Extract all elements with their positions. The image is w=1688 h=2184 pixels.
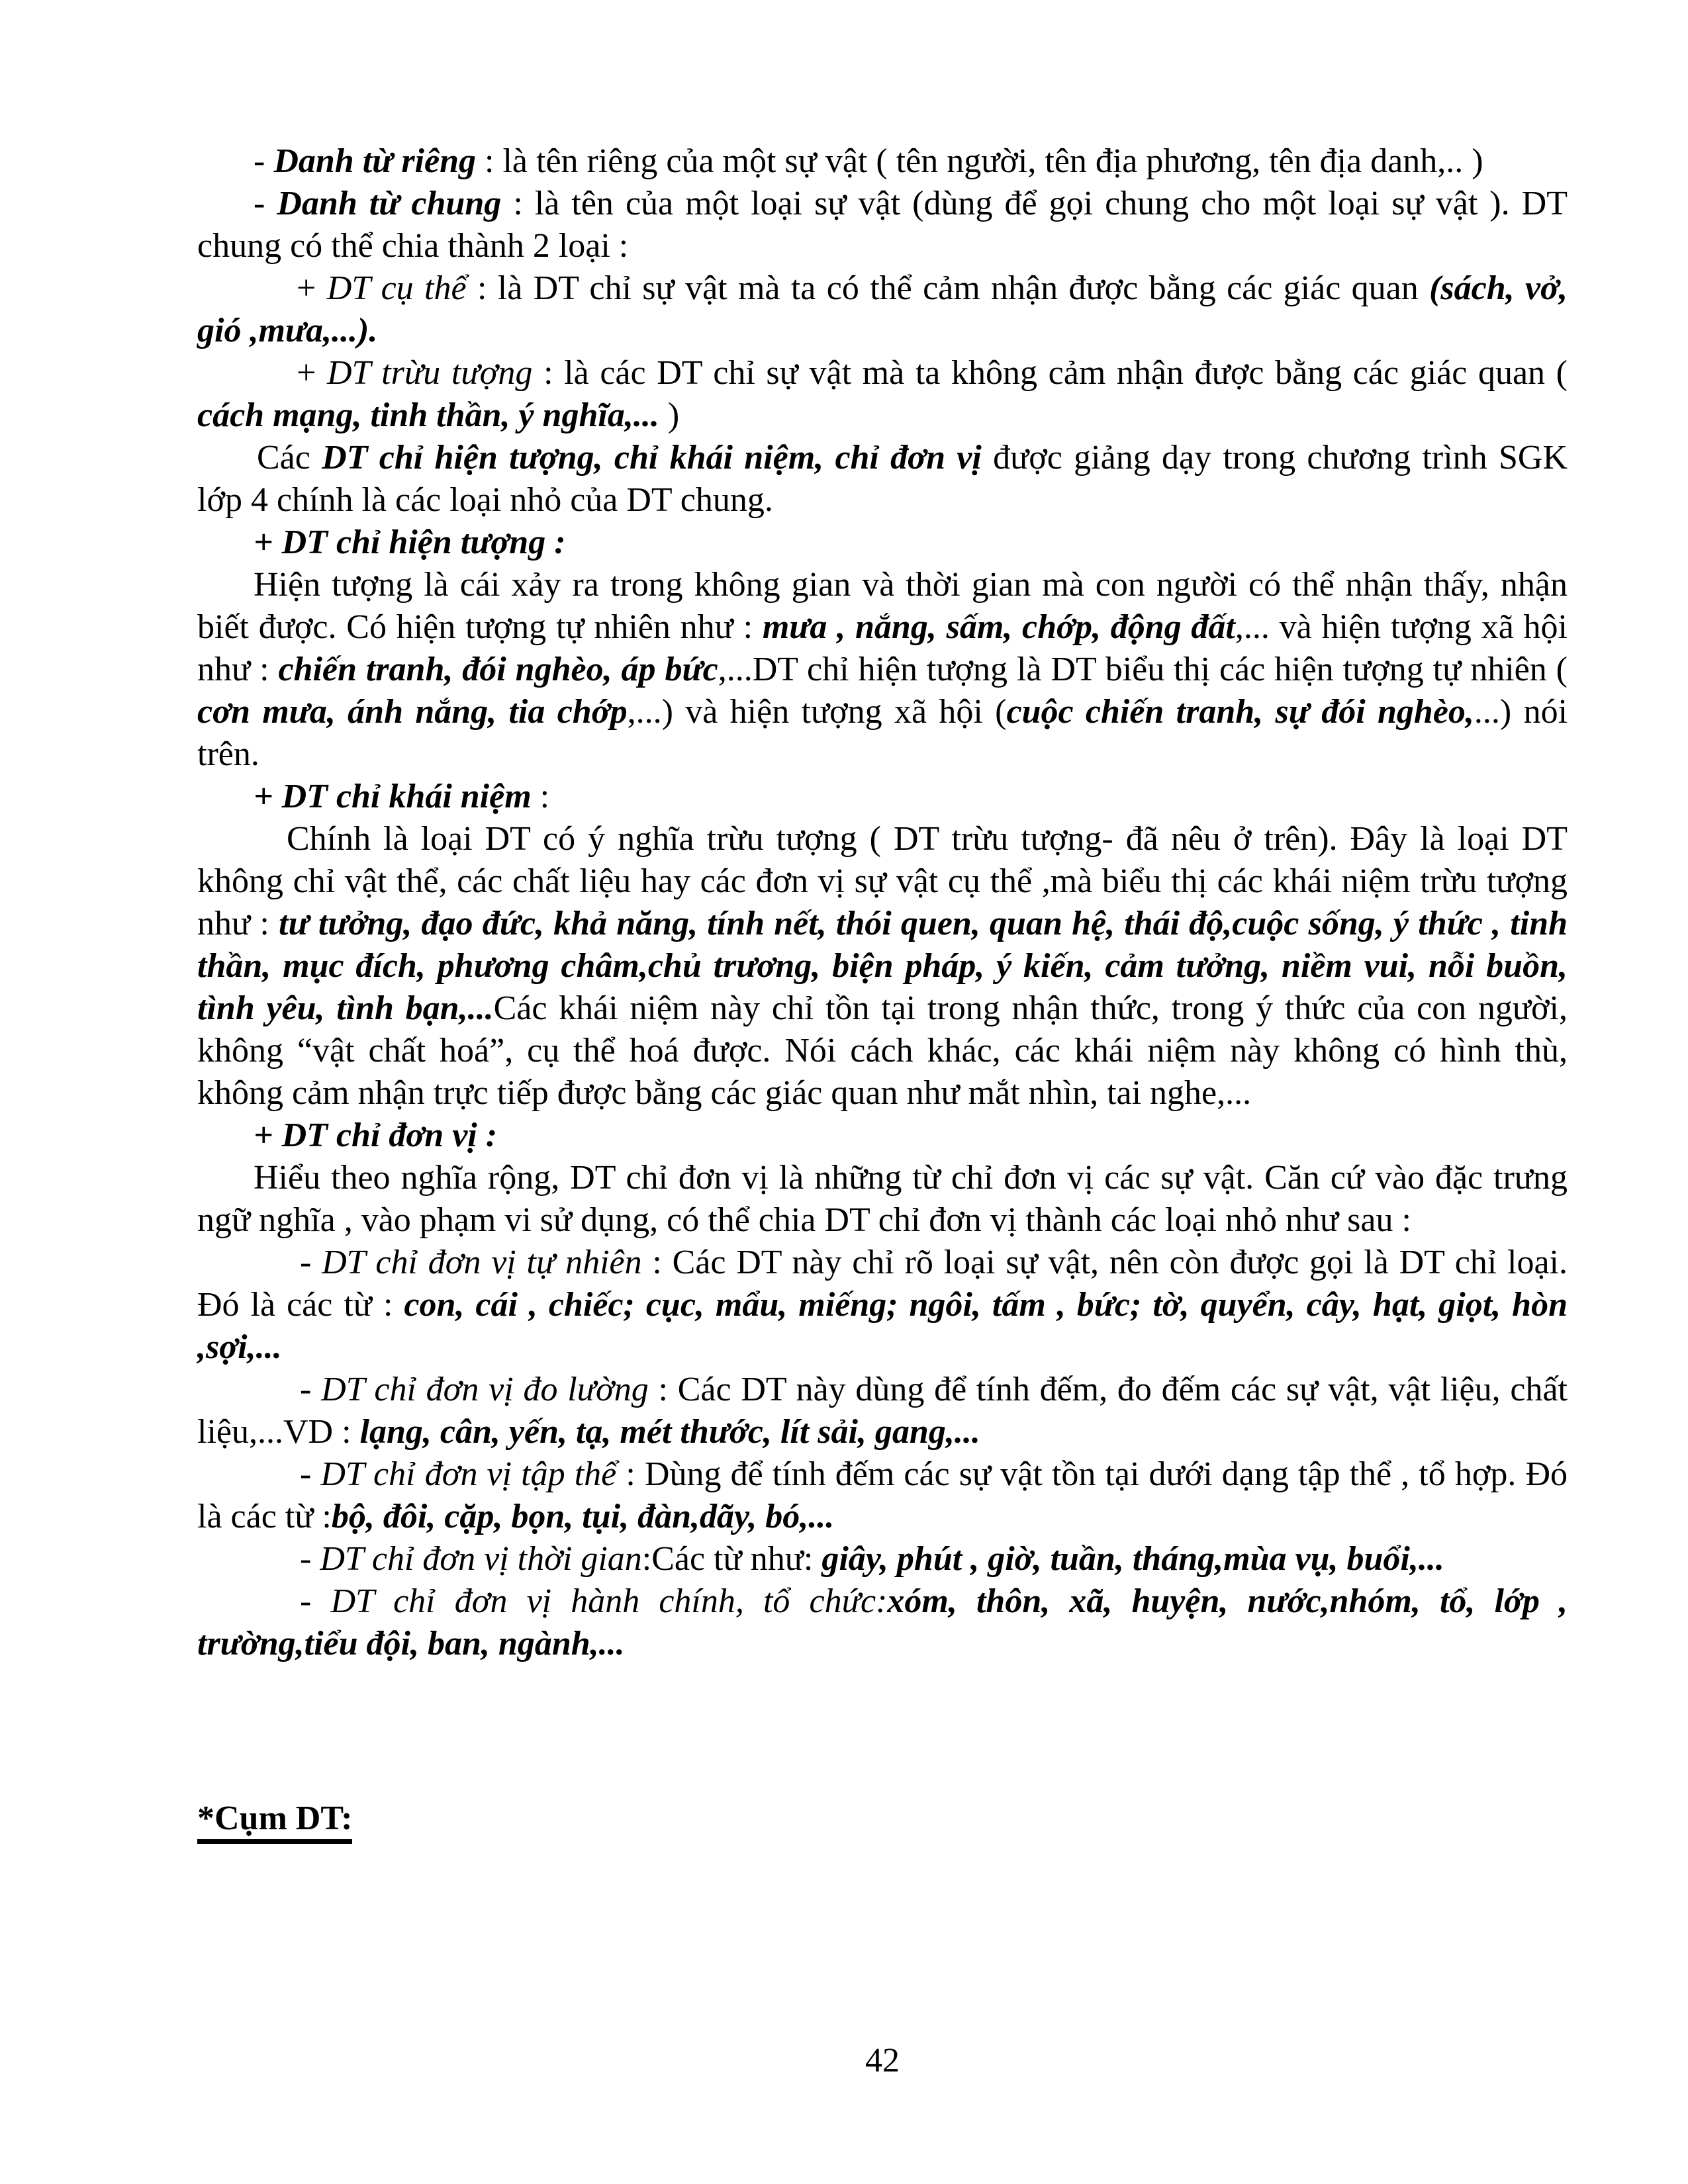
text-run: DT cụ thể	[326, 269, 467, 307]
text-run: Danh từ chung	[277, 185, 502, 222]
text-run: : là tên riêng của một sự vật ( tên người, tên địa phương, tên địa danh,.. )	[476, 142, 1483, 180]
text-run: tư tưởng, đạo đức, khả năng, tính nết, thói quen, quan hệ, thái độ,cuộc sống, ý thức , tinh thần, mục đích, phương châm,chủ trương, biện pháp, ý kiến, cảm tưởng, niềm vui, nỗi buồn, tình yêu, tình bạn,...	[197, 905, 1568, 1027]
paragraph	[197, 1453, 1568, 1538]
paragraph	[197, 183, 1568, 267]
text-run: cuộc chiến tranh, sự đói nghèo,	[1006, 693, 1474, 731]
cum-dt-heading-text: *Cụm DT:	[197, 1799, 352, 1844]
text-run: +	[297, 269, 327, 307]
paragraph	[197, 267, 1568, 352]
text-run: Hiểu theo nghĩa rộng, DT chỉ đơn vị là những từ chỉ đơn vị các sự vật. Căn cứ vào đặc trưng ngữ nghĩa , vào phạm vi sử dụng, có thể chia DT chỉ đơn vị thành các loại nhỏ như sau :	[197, 1159, 1568, 1239]
paragraph	[197, 522, 1568, 564]
paragraph	[197, 1369, 1568, 1453]
text-run: xóm, thôn, xã, huyện, nước,nhóm, tổ, lớp , trường,tiểu đội, ban, ngành,...	[197, 1582, 1568, 1662]
text-run: bộ, đôi, cặp, bọn, tụi, đàn,dãy, bó,...	[331, 1498, 835, 1535]
section-heading-cum-dt	[197, 1797, 1568, 1840]
text-run: (sách, vở, gió ,mưa,...).	[197, 269, 1568, 349]
text-run: Chính là loại DT có ý nghĩa trừu tượng ( DT trừu tượng- đã nêu ở trên). Đây là loại DT không chỉ vật thể, các chất liệu hay các đơn vị sự vật cụ thể ,mà biểu thị các khái niệm trừu tượng như :	[197, 820, 1568, 942]
paragraph	[197, 352, 1568, 437]
text-run: DT chỉ hiện tượng, chỉ khái niệm, chỉ đơn vị	[322, 439, 982, 477]
text-run: -	[254, 142, 274, 180]
text-run: Hiện tượng là cái xảy ra trong không gian và thời gian mà con người có thể nhận thấy, nhận biết được. Có hiện tượng tự nhiên như :	[197, 566, 1568, 646]
text-run: Các	[257, 439, 322, 477]
document-content	[197, 140, 1568, 1840]
paragraph	[197, 1157, 1568, 1242]
paragraph	[197, 140, 1568, 183]
text-run: :Các từ như:	[641, 1540, 822, 1578]
paragraph	[197, 564, 1568, 776]
text-run: -	[300, 1582, 331, 1620]
text-run: :	[531, 778, 550, 815]
paragraph	[197, 1538, 1568, 1580]
text-run: -	[254, 185, 277, 222]
text-run: cách mạng, tinh thần, ý nghĩa,...	[197, 396, 659, 434]
text-run: : Các DT này chỉ rõ loại sự vật, nên còn được gọi là DT chỉ loại. Đó là các từ :	[197, 1244, 1568, 1324]
text-run: : là các DT chỉ sự vật mà ta không cảm nhận được bằng các giác quan (	[532, 354, 1568, 392]
text-run: ,...) và hiện tượng xã hội (	[627, 693, 1007, 731]
text-run: : là DT chỉ sự vật mà ta có thể cảm nhận được bằng các giác quan	[466, 269, 1430, 307]
text-run: )	[659, 396, 680, 434]
paragraph	[197, 437, 1568, 522]
text-run: -	[300, 1371, 322, 1408]
text-run: được giảng dạy trong chương trình SGK lớp 4 chính là các loại nhỏ của DT chung.	[197, 439, 1568, 519]
text-run: : là tên của một loại sự vật (dùng để gọi chung cho một loại sự vật ). DT chung có thể chia thành 2 loại :	[197, 185, 1568, 265]
text-run: DT chỉ đơn vị tập thể	[320, 1455, 617, 1493]
paragraph	[197, 1580, 1568, 1665]
text-run: chiến tranh, đói nghèo, áp bức	[278, 651, 718, 688]
text-run: DT chỉ đơn vị tự nhiên	[322, 1244, 642, 1281]
paragraph	[197, 1242, 1568, 1369]
document-body	[197, 140, 1568, 1665]
text-run: -	[300, 1540, 320, 1578]
text-run: cơn mưa, ánh nắng, tia chớp	[197, 693, 628, 731]
text-run: lạng, cân, yến, tạ, mét thước, lít sải, gang,...	[359, 1413, 980, 1451]
text-run: : Dùng để tính đếm các sự vật tồn tại dưới dạng tập thể , tổ hợp. Đó là các từ :	[197, 1455, 1568, 1535]
page-number: 42	[865, 2042, 900, 2079]
text-run: + DT chỉ đơn vị :	[254, 1116, 498, 1154]
text-run: +	[297, 354, 327, 392]
text-run: -	[300, 1244, 322, 1281]
text-run: DT chỉ đơn vị hành chính, tổ chức:	[330, 1582, 888, 1620]
text-run: + DT chỉ hiện tượng :	[254, 523, 566, 561]
text-run: giây, phút , giờ, tuần, tháng,mùa vụ, buổi,...	[821, 1540, 1444, 1578]
text-run: : Các DT này dùng để tính đếm, đo đếm các sự vật, vật liệu, chất liệu,...VD :	[197, 1371, 1568, 1451]
text-run: ...) nói trên.	[197, 693, 1568, 773]
text-run: mưa , nắng, sấm, chớp, động đất	[762, 608, 1235, 646]
text-run: Các khái niệm này chỉ tồn tại trong nhận thức, trong ý thức của con người, không “vật chất hoá”, cụ thể hoá được. Nói cách khác, các khái niệm này không có hình thù, không cảm nhận trực tiếp được bằng các giác quan như mắt nhìn, tai nghe,...	[197, 989, 1568, 1112]
text-run: con, cái , chiếc; cục, mẩu, miếng; ngôi, tấm , bức; tờ, quyển, cây, hạt, giọt, hòn ,sợi,...	[197, 1286, 1568, 1366]
text-run: ,... và hiện tượng xã hội như :	[197, 608, 1568, 688]
text-run: + DT chỉ khái niệm	[254, 778, 532, 815]
text-run: ,...DT chỉ hiện tượng là DT biểu thị các hiện tượng tự nhiên (	[718, 651, 1568, 688]
text-run: DT chỉ đơn vị thời gian	[320, 1540, 642, 1578]
paragraph	[197, 818, 1568, 1115]
paragraph	[197, 776, 1568, 818]
text-run: Danh từ riêng	[273, 142, 477, 180]
paragraph	[197, 1115, 1568, 1157]
text-run: -	[300, 1455, 321, 1493]
text-run: DT trừu tượng	[326, 354, 533, 392]
text-run: DT chỉ đơn vị đo lường	[321, 1371, 649, 1408]
